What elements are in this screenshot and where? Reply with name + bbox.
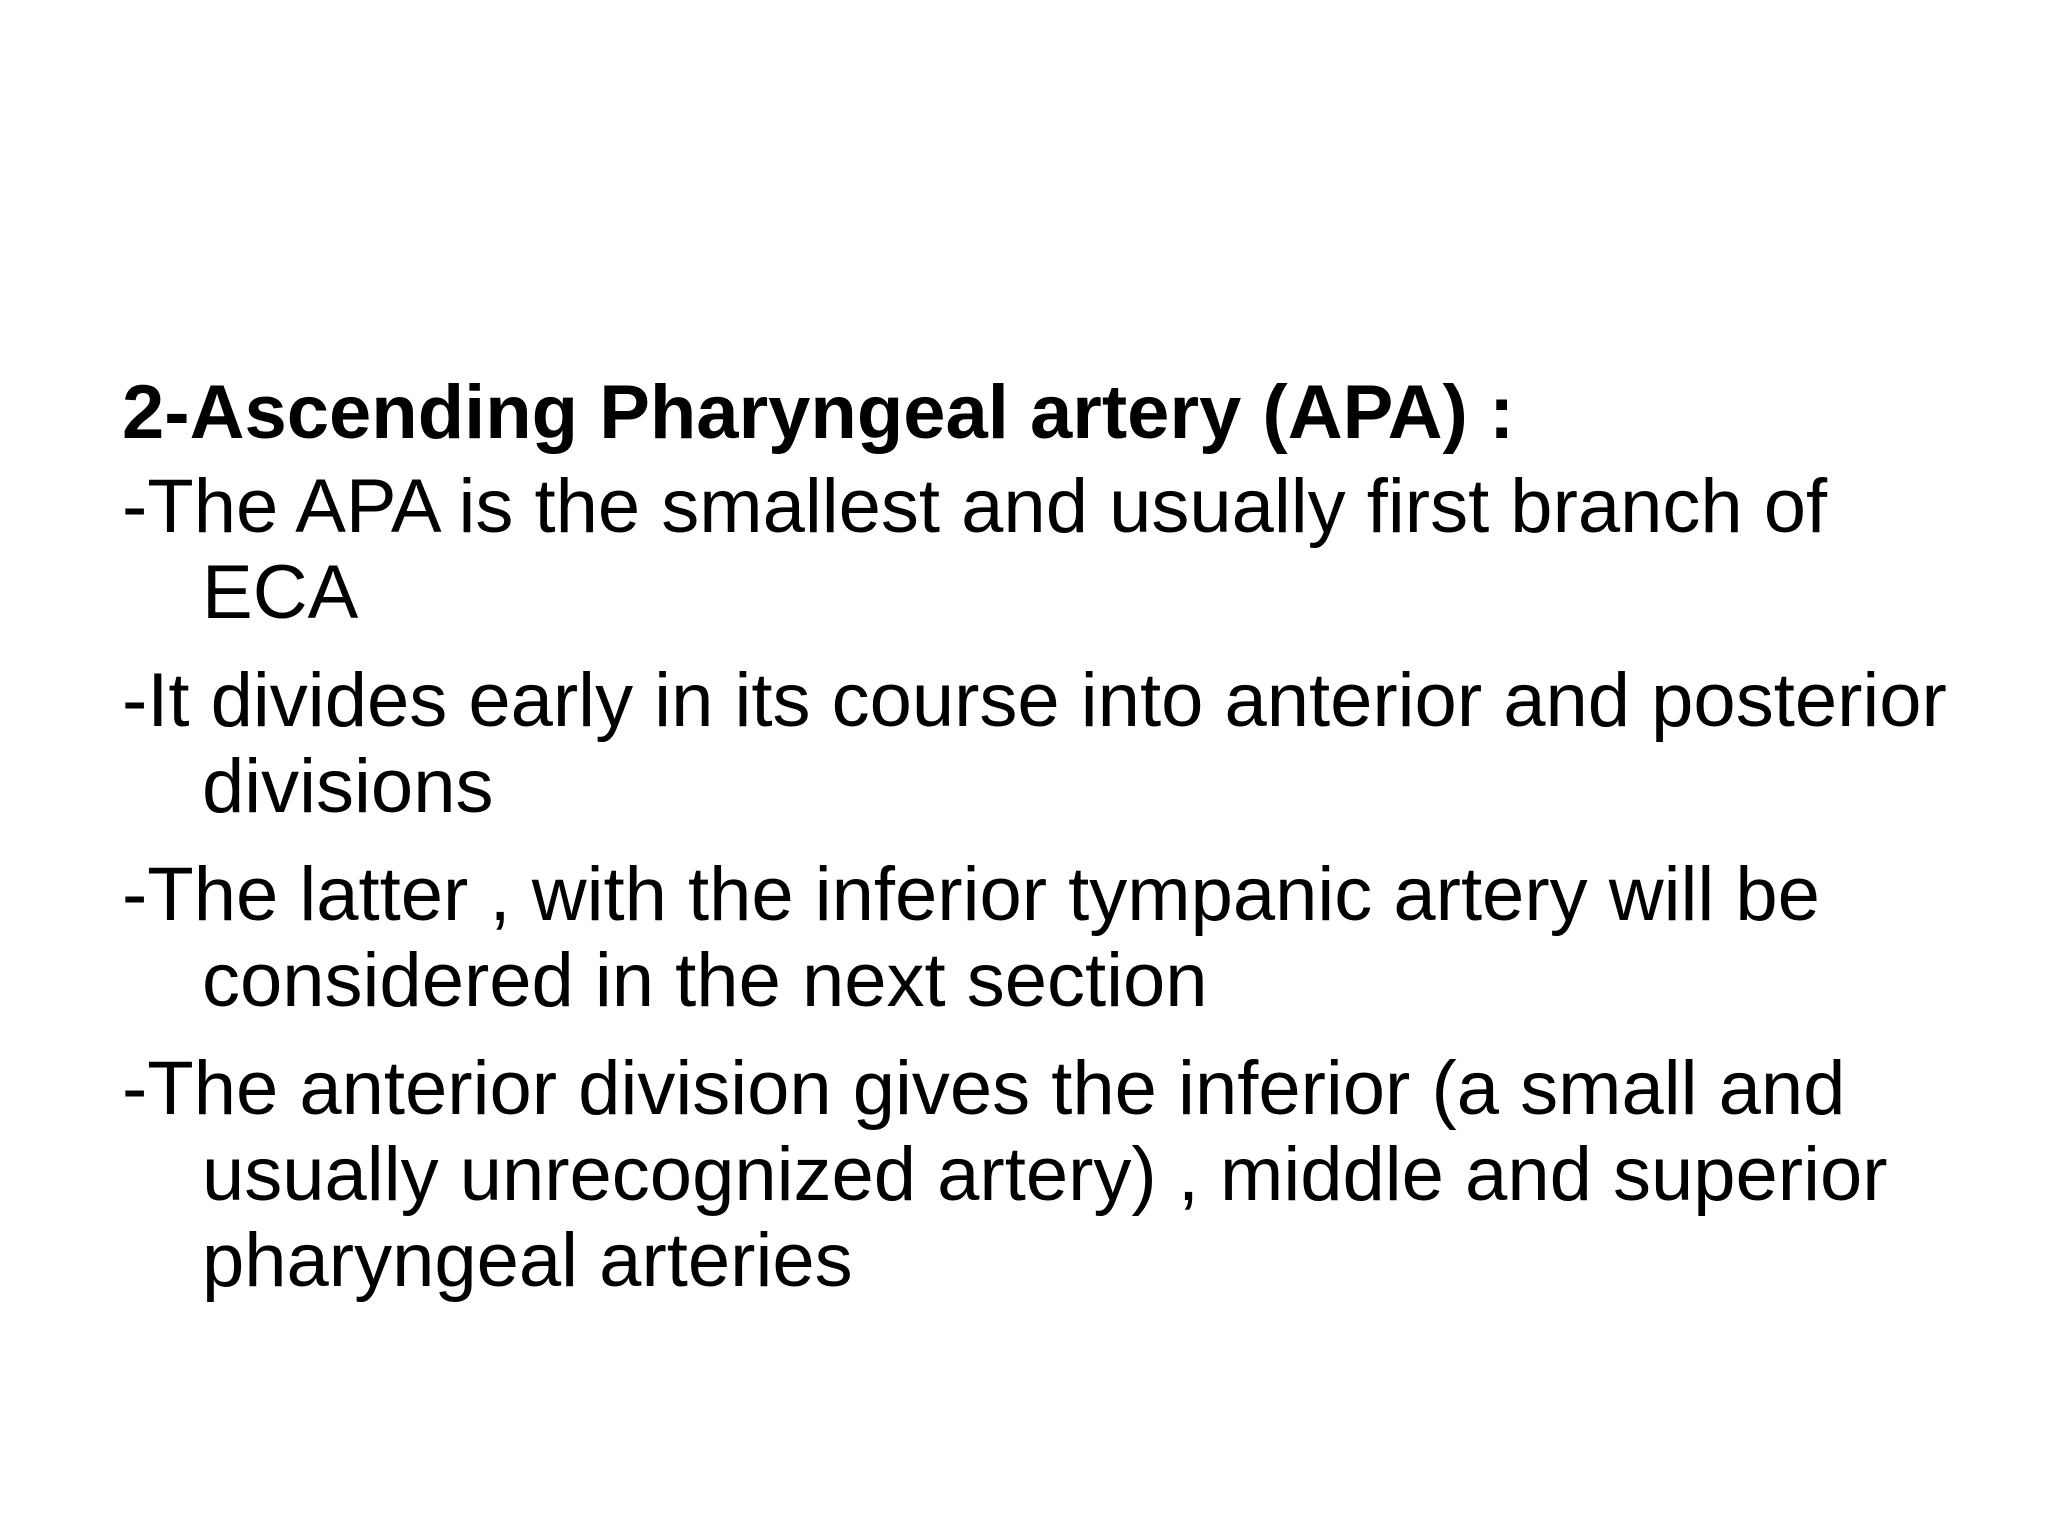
bullet-item: -The anterior division gives the inferior (a small and usually unrecognized artery) , middle and superior pharyngeal arteries	[122, 1046, 1888, 1303]
slide-content	[122, 370, 1982, 1326]
slide-heading: 2-Ascending Pharyngeal artery (APA) :	[122, 370, 1515, 455]
bullet-item: -The APA is the smallest and usually first branch of ECA	[122, 464, 1828, 635]
bullet-item: -It divides early in its course into anterior and posterior divisions	[122, 658, 1947, 829]
bullet-item: -The latter , with the inferior tympanic artery will be considered in the next section	[122, 852, 1820, 1023]
